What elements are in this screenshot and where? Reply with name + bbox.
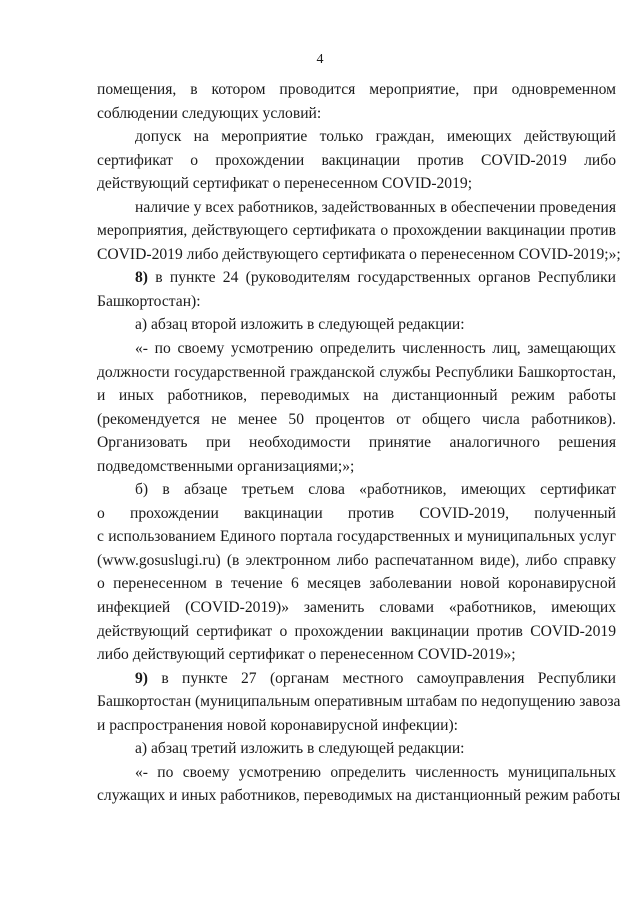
line-text: должности государственной гражданской службы Республики Башкортостан, [97, 363, 616, 381]
line-text: инфекцией (COVID-2019)» заменить словами «работников, имеющих [97, 599, 616, 617]
text-line [97, 313, 616, 337]
line-text: б) в абзаце третьем слова «работников, имеющих сертификат [135, 481, 616, 499]
text-line [97, 643, 616, 667]
text-line [97, 667, 616, 691]
line-text: в пункте 24 (руководителям государственных органов Республики [148, 269, 616, 287]
text-line [97, 431, 616, 455]
line-text: и распространения новой коронавирусной инфекции): [97, 716, 459, 734]
line-text: Башкортостан): [97, 292, 201, 310]
text-line [97, 761, 616, 785]
text-line [97, 290, 616, 314]
text-line [97, 196, 616, 220]
line-text: сертификат о прохождении вакцинации против COVID-2019 либо [97, 151, 616, 169]
line-text: наличие у всех работников, задействованных в обеспечении проведения [135, 198, 616, 216]
line-text: (www.gosuslugi.ru) (в электронном либо распечатанном виде), либо справку [97, 551, 616, 569]
line-text: допуск на мероприятие только граждан, имеющих действующий [135, 128, 616, 146]
line-text: действующий сертификат о перенесенном COVID-2019; [97, 175, 473, 193]
text-line [97, 266, 616, 290]
text-line [97, 502, 616, 526]
text-line [97, 384, 616, 408]
text-line [97, 596, 616, 620]
line-text: COVID-2019 либо действующего сертификата о перенесенном COVID-2019;»; [97, 245, 621, 263]
line-text: (рекомендуется не менее 50 процентов от общего числа работников). [97, 410, 616, 428]
text-line [97, 78, 616, 102]
text-line [97, 408, 616, 432]
text-line [97, 102, 616, 126]
list-item-number: 8) [135, 269, 148, 287]
text-line [97, 572, 616, 596]
text-line [97, 172, 616, 196]
text-line [97, 690, 621, 714]
text-line [97, 549, 616, 573]
line-text: помещения, в котором проводится мероприятие, при одновременном [97, 81, 616, 98]
text-line [97, 714, 616, 738]
text-line [97, 478, 616, 502]
text-line [97, 219, 616, 243]
line-text: «- по своему усмотрению определить численность муниципальных [135, 763, 616, 781]
line-text: «- по своему усмотрению определить численность лиц, замещающих [135, 340, 616, 358]
line-text: подведомственными организациями;»; [97, 457, 355, 475]
line-text: в пункте 27 (органам местного самоуправления Республики [148, 669, 616, 687]
line-text: Организовать при необходимости принятие аналогичного решения [97, 434, 616, 452]
text-line [97, 620, 616, 644]
line-text: мероприятия, действующего сертификата о прохождении вакцинации против [97, 222, 616, 240]
line-text: и иных работников, переводимых на дистанционный режим работы [97, 387, 616, 405]
line-text: служащих и иных работников, переводимых на дистанционный режим работы [97, 787, 621, 805]
text-line [97, 125, 616, 149]
text-line [97, 149, 616, 173]
line-text: а) абзац третий изложить в следующей редакции: [135, 740, 465, 758]
document-body [97, 78, 621, 808]
line-text: Башкортостан (муниципальным оперативным штабам по недопущению завоза [97, 693, 621, 711]
text-line [97, 455, 616, 479]
line-text: с использованием Единого портала государственных и муниципальных услуг [97, 528, 616, 546]
text-line [97, 525, 616, 549]
page-number: 4 [316, 52, 324, 67]
line-text: соблюдении следующих условий: [97, 104, 322, 122]
line-text: о перенесенном в течение 6 месяцев заболевании новой коронавирусной [97, 575, 616, 593]
list-item-number: 9) [135, 669, 148, 687]
line-text: либо действующий сертификат о перенесенном COVID-2019»; [97, 646, 516, 664]
text-line [97, 784, 621, 808]
line-text: действующий сертификат о прохождении вакцинации против COVID-2019 [97, 622, 616, 640]
text-line [97, 361, 616, 385]
line-text: о прохождении вакцинации против COVID-2019, полученный [97, 504, 616, 522]
line-text: а) абзац второй изложить в следующей редакции: [135, 316, 465, 334]
text-line [97, 243, 621, 267]
text-line [97, 737, 616, 761]
text-line [97, 337, 616, 361]
